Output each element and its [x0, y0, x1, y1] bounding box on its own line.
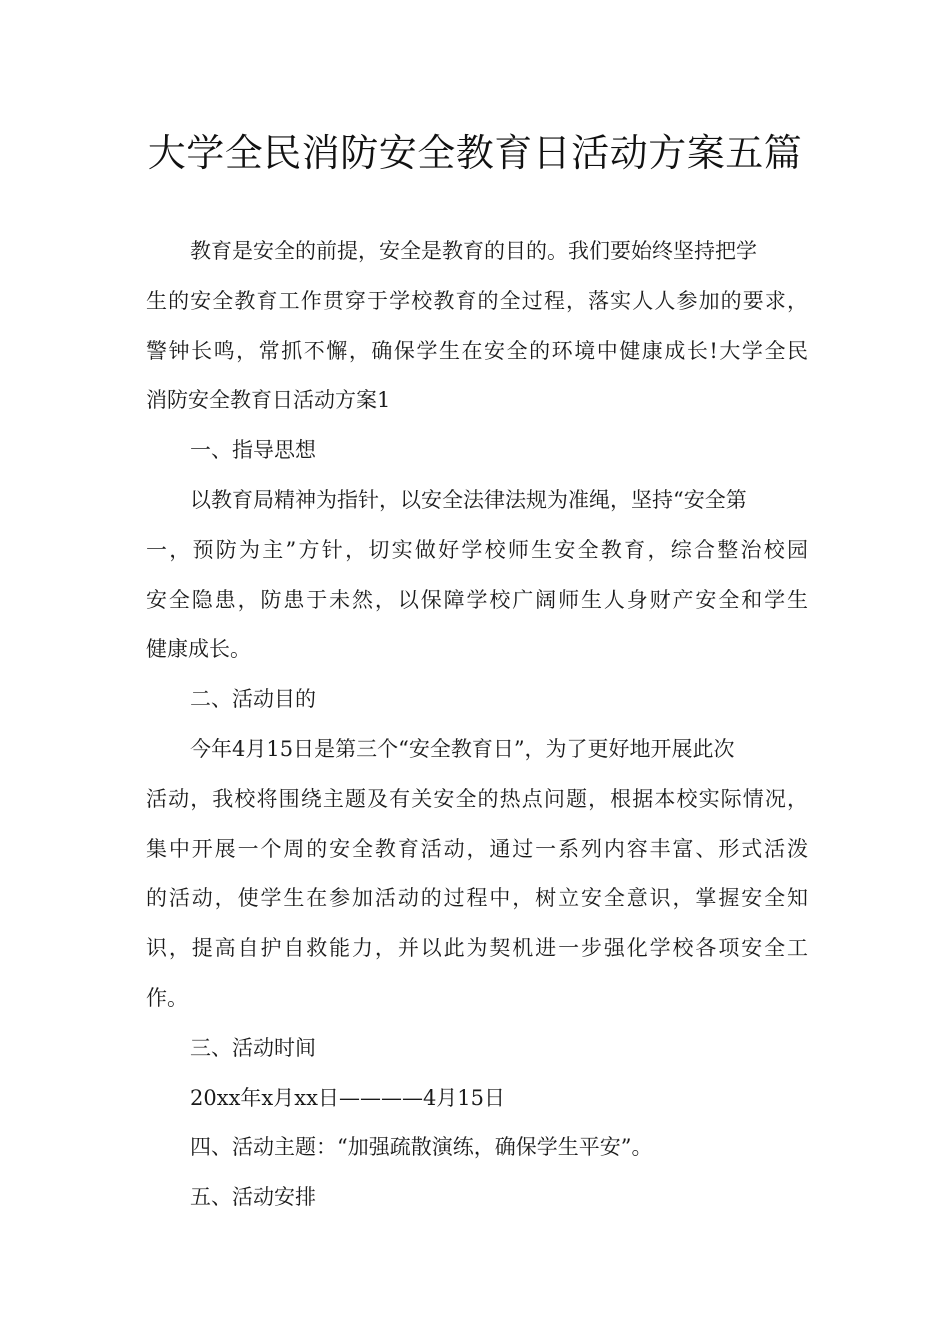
paragraph-line: 的活动，使学生在参加活动的过程中，树立安全意识，掌握安全知 [146, 886, 808, 911]
paragraph-line: 以教育局精神为指针，以安全法律法规为准绳，坚持“安全第 [190, 487, 747, 512]
document-title: 大学全民消防安全教育日活动方案五篇 [147, 131, 803, 175]
paragraph-line: 警钟长鸣，常抓不懈，确保学生在安全的环境中健康成长!大学全民 [146, 338, 808, 363]
paragraph-line: 活动，我校将围绕主题及有关安全的热点问题，根据本校实际情况， [146, 786, 808, 811]
paragraph-line: 健康成长。 [146, 637, 251, 662]
document-body [146, 227, 808, 1223]
section-heading: 五、活动安排 [190, 1185, 316, 1210]
section-heading: 三、活动时间 [190, 1035, 316, 1060]
section-heading: 一、指导思想 [190, 438, 316, 463]
paragraph-line: 教育是安全的前提，安全是教育的目的。我们要始终坚持把学 [190, 239, 757, 263]
paragraph-line: 一，预防为主”方针，切实做好学校师生安全教育，综合整治校园 [146, 537, 808, 562]
paragraph-line: 消防安全教育日活动方案1 [146, 388, 391, 413]
paragraph-line: 今年4月15日是第三个“安全教育日”，为了更好地开展此次 [190, 736, 735, 761]
paragraph-line: 集中开展一个周的安全教育活动，通过一系列内容丰富、形式活泼 [146, 836, 808, 861]
date-range-line: 20xx年x月xx日————4月15日 [190, 1085, 506, 1110]
section-heading: 二、活动目的 [190, 687, 316, 712]
section-heading: 四、活动主题：“加强疏散演练，确保学生平安”。 [190, 1135, 653, 1160]
paragraph-line: 识，提高自护自救能力，并以此为契机进一步强化学校各项安全工 [146, 936, 808, 961]
paragraph-line: 作。 [146, 985, 188, 1010]
paragraph-line: 生的安全教育工作贯穿于学校教育的全过程，落实人人参加的要求， [146, 288, 808, 313]
paragraph-line: 安全隐患，防患于未然，以保障学校广阔师生人身财产安全和学生 [146, 587, 808, 612]
